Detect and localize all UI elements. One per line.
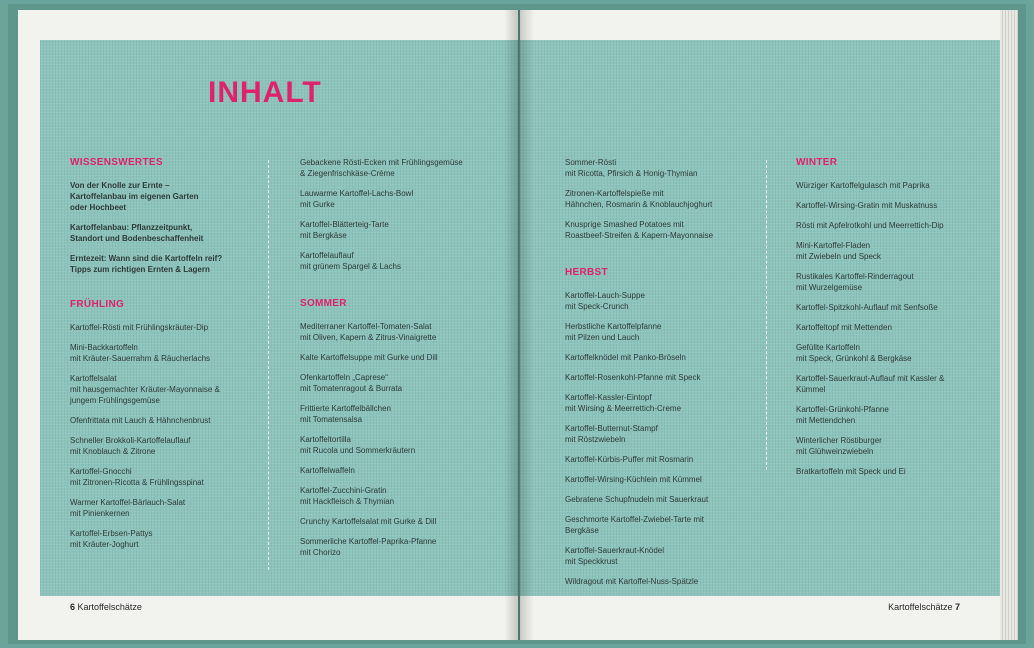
toc-entry: Kartoffel-Butternut-Stampf mit Röstzwiebeln (565, 424, 658, 444)
section-heading: WISSENSWERTES (70, 157, 163, 168)
toc-entry: Kartoffel-Kassler-Eintopf mit Wirsing & Meerrettich-Creme (565, 393, 682, 413)
toc-section (70, 157, 270, 275)
toc-entry: Kalte Kartoffelsuppe mit Gurke und Dill (300, 353, 438, 362)
toc-section (565, 267, 765, 587)
toc-column (300, 157, 500, 567)
toc-entry: Knusprige Smashed Potatoes mit Roastbeef-Streifen & Kapern-Mayonnaise (565, 220, 714, 240)
toc-entry: Geschmorte Kartoffel-Zwiebel-Tarte mit Bergkäse (565, 515, 705, 535)
column-divider (766, 160, 767, 470)
toc-section (565, 157, 765, 241)
toc-entry: Kartoffel-Rösti mit Frühlingskräuter-Dip (70, 323, 209, 332)
toc-entry: Warmer Kartoffel-Bärlauch-Salat mit Pinienkernen (70, 498, 186, 518)
page-number: 7 (954, 602, 960, 612)
toc-entry: Lauwarme Kartoffel-Lachs-Bowl mit Gurke (300, 189, 414, 209)
toc-entry: Herbstliche Kartoffelpfanne mit Pilzen und Lauch (565, 322, 662, 342)
toc-entry: Kartoffel-Gnocchi mit Zitronen-Ricotta & Frühlingsspinat (70, 467, 204, 487)
toc-entry: Ofenkartoffeln „Caprese“ mit Tomatenragout & Burrata (300, 373, 403, 393)
toc-entry: Wildragout mit Kartoffel-Nuss-Spätzle (565, 577, 699, 586)
toc-entry: Kartoffelknödel mit Panko-Bröseln (565, 353, 686, 362)
book-title: Kartoffelschätze (77, 602, 142, 612)
right-folio (888, 602, 960, 612)
toc-entry: Winterlicher Röstiburger mit Glühweinzwiebeln (796, 436, 882, 456)
toc-entry: Kartoffeltortilla mit Rucola und Sommerkräutern (300, 435, 416, 455)
toc-entry: Gebratene Schupfnudeln mit Sauerkraut (565, 495, 709, 504)
toc-entry: Kartoffel-Kürbis-Puffer mit Rosmarin (565, 455, 694, 464)
toc-entry: Rustikales Kartoffel-Rinderragout mit Wurzelgemüse (796, 272, 914, 292)
toc-entry: Kartoffel-Erbsen-Pattys mit Kräuter-Joghurt (70, 529, 153, 549)
toc-entry: Kartoffelauflauf mit grünem Spargel & Lachs (300, 251, 401, 271)
toc-entry: Erntezeit: Wann sind die Kartoffeln reif? Tipps zum richtigen Ernten & Lagern (70, 254, 223, 274)
toc-entry: Crunchy Kartoffelsalat mit Gurke & Dill (300, 517, 437, 526)
toc-entry: Kartoffel-Sauerkraut-Knödel mit Speckkrust (565, 546, 665, 566)
toc-entry: Kartoffel-Zucchini-Gratin mit Hackfleisch & Thymian (300, 486, 395, 506)
page-number: 6 (70, 602, 76, 612)
toc-entry: Kartoffel-Grünkohl-Pfanne mit Mettendchen (796, 405, 889, 425)
toc-entry: Bratkartoffeln mit Speck und Ei (796, 467, 906, 476)
section-heading: WINTER (796, 157, 838, 168)
toc-entry: Mini-Backkartoffeln mit Kräuter-Sauerrahm & Räucherlachs (70, 343, 211, 363)
toc-column (796, 157, 996, 486)
toc-entry: Kartoffel-Wirsing-Gratin mit Muskatnuss (796, 201, 938, 210)
section-heading: FRÜHLING (70, 299, 125, 310)
toc-entry: Kartoffel-Rosenkohl-Pfanne mit Speck (565, 373, 701, 382)
toc-entry: Gebackene Rösti-Ecken mit Frühlingsgemüse & Ziegenfrischkäse-Crème (300, 158, 463, 178)
section-heading: SOMMER (300, 298, 347, 309)
toc-section (70, 299, 270, 550)
toc-section (796, 157, 996, 477)
toc-section (300, 298, 500, 558)
toc-entry: Mini-Kartoffel-Fladen mit Zwiebeln und Speck (796, 241, 881, 261)
toc-entry: Rösti mit Apfelrotkohl und Meerrettich-Dip (796, 221, 944, 230)
toc-entry: Schneller Brokkoli-Kartoffelauflauf mit Knoblauch & Zitrone (70, 436, 191, 456)
page-edges (1000, 10, 1018, 640)
left-folio (70, 602, 142, 612)
toc-entry: Kartoffelsalat mit hausgemachter Kräuter-Mayonnaise & jungem Frühlingsgemüse (70, 374, 220, 405)
toc-entry: Ofenfrittata mit Lauch & Hähnchenbrust (70, 416, 211, 425)
toc-entry: Kartoffel-Wirsing-Küchlein mit Kümmel (565, 475, 702, 484)
toc-entry: Frittierte Kartoffelbällchen mit Tomatensalsa (300, 404, 392, 424)
toc-entry: Kartoffel-Blätterteig-Tarte mit Bergkäse (300, 220, 389, 240)
toc-entry: Kartoffel-Sauerkraut-Auflauf mit Kassler & Kümmel (796, 374, 945, 394)
toc-column (70, 157, 270, 559)
toc-entry: Würziger Kartoffelgulasch mit Paprika (796, 181, 930, 190)
section-heading: HERBST (565, 267, 608, 278)
toc-section (300, 157, 500, 272)
toc-entry: Von der Knolle zur Ernte – Kartoffelanbau im eigenen Garten oder Hochbeet (70, 181, 199, 212)
book-title: Kartoffelschätze (888, 602, 953, 612)
page-title: INHALT (208, 76, 322, 109)
toc-entry: Gefüllte Kartoffeln mit Speck, Grünkohl & Bergkäse (796, 343, 912, 363)
toc-entry: Sommer-Rösti mit Ricotta, Pfirsich & Honig-Thymian (565, 158, 698, 178)
toc-entry: Kartoffeltopf mit Mettenden (796, 323, 892, 332)
toc-column (565, 157, 765, 596)
toc-entry: Kartoffel-Lauch-Suppe mit Speck-Crunch (565, 291, 645, 311)
toc-entry: Kartoffelanbau: Pflanzzeitpunkt, Standort und Bodenbeschaffenheit (70, 223, 204, 243)
toc-entry: Kartoffel-Spitzkohl-Auflauf mit Senfsoße (796, 303, 938, 312)
toc-entry: Mediterraner Kartoffel-Tomaten-Salat mit Oliven, Kapern & Zitrus-Vinaigrette (300, 322, 437, 342)
toc-entry: Sommerliche Kartoffel-Paprika-Pfanne mit Chorizo (300, 537, 437, 557)
toc-entry: Kartoffelwaffeln (300, 466, 355, 475)
toc-entry: Zitronen-Kartoffelspieße mit Hähnchen, Rosmarin & Knoblauchjoghurt (565, 189, 713, 209)
